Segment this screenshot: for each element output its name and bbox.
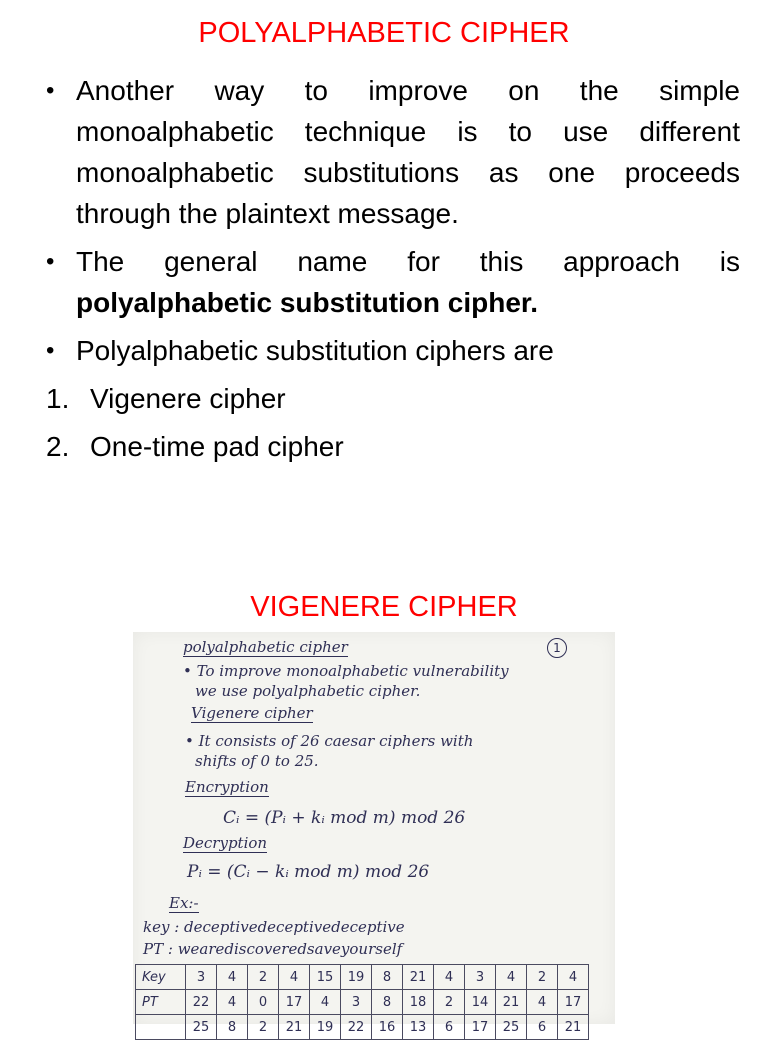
table-cell: 4	[217, 965, 248, 990]
table-cell: 2	[248, 965, 279, 990]
table-cell: 3	[186, 965, 217, 990]
table-cell: 4	[527, 990, 558, 1015]
list-item	[46, 426, 740, 467]
row-label: PT	[136, 990, 186, 1015]
table-cell: 4	[279, 965, 310, 990]
handwritten-notes-photo	[133, 632, 615, 1035]
list-number: 1.	[46, 383, 70, 414]
table-row	[136, 990, 589, 1015]
bullet-icon: •	[46, 248, 55, 275]
slide-title: POLYALPHABETIC CIPHER	[198, 17, 570, 49]
list-text: One-time pad cipher	[90, 431, 344, 462]
table-cell: 13	[403, 1015, 434, 1040]
list-item	[46, 378, 740, 419]
key-plaintext-table	[135, 964, 589, 1040]
bullet-line: monoalphabetic substitutions as one proceeds	[76, 157, 740, 188]
table-cell: 19	[310, 1015, 341, 1040]
table-cell: 21	[279, 1015, 310, 1040]
row-label	[136, 1015, 186, 1040]
slide-body	[46, 70, 740, 467]
bullet-general-name	[46, 241, 740, 323]
notes-line: key : deceptivedeceptivedeceptive	[143, 918, 405, 936]
bullet-line: Another way to improve on the simple	[76, 75, 740, 106]
table-cell: 2	[248, 1015, 279, 1040]
page-marker: 1	[547, 638, 567, 658]
notes-subheading: Ex:-	[169, 894, 199, 912]
table-cell: 22	[186, 990, 217, 1015]
section-title: VIGENERE CIPHER	[250, 591, 518, 623]
bullet-improve	[46, 70, 740, 234]
table-cell: 19	[341, 965, 372, 990]
table-cell: 3	[341, 990, 372, 1015]
table-cell: 17	[558, 990, 589, 1015]
table-cell: 8	[372, 990, 403, 1015]
table-cell: 21	[403, 965, 434, 990]
table-cell: 3	[465, 965, 496, 990]
list-number: 2.	[46, 431, 70, 462]
table-cell: 8	[217, 1015, 248, 1040]
table-cell: 2	[527, 965, 558, 990]
notes-line: • It consists of 26 caesar ciphers with	[185, 732, 474, 750]
notes-subheading: Encryption	[185, 778, 269, 796]
table-cell: 25	[186, 1015, 217, 1040]
table-cell: 25	[496, 1015, 527, 1040]
bullet-icon: •	[46, 77, 55, 104]
bullet-line: The general name for this approach is	[76, 246, 740, 277]
row-label: Key	[136, 965, 186, 990]
table-cell: 18	[403, 990, 434, 1015]
formula: Cᵢ = (Pᵢ + kᵢ mod m) mod 26	[223, 808, 466, 828]
notes-line: PT : wearediscoveredsaveyourself	[143, 940, 403, 958]
bold-term: polyalphabetic substitution cipher.	[76, 287, 539, 318]
table-row	[136, 965, 589, 990]
table-cell: 22	[341, 1015, 372, 1040]
table-cell: 8	[372, 965, 403, 990]
table-cell: 4	[558, 965, 589, 990]
table-cell: 15	[310, 965, 341, 990]
bullet-line: Polyalphabetic substitution ciphers are	[76, 335, 554, 366]
table-cell: 4	[496, 965, 527, 990]
list-text: Vigenere cipher	[90, 383, 286, 414]
bullet-cipher-types	[46, 330, 740, 371]
table-row	[136, 1015, 589, 1040]
table-cell: 4	[434, 965, 465, 990]
formula: Pᵢ = (Cᵢ − kᵢ mod m) mod 26	[187, 862, 430, 882]
bullet-line: monoalphabetic technique is to use different	[76, 116, 740, 147]
bullet-line: through the plaintext message.	[76, 198, 459, 229]
notes-line: shifts of 0 to 25.	[195, 752, 319, 770]
table-cell: 0	[248, 990, 279, 1015]
table-cell: 2	[434, 990, 465, 1015]
notes-subheading: Decryption	[183, 834, 268, 852]
notes-subheading: Vigenere cipher	[191, 704, 313, 722]
table-cell: 6	[434, 1015, 465, 1040]
table-cell: 17	[465, 1015, 496, 1040]
notes-line: we use polyalphabetic cipher.	[195, 682, 421, 700]
bullet-icon: •	[46, 337, 55, 364]
table-cell: 6	[527, 1015, 558, 1040]
table-cell: 16	[372, 1015, 403, 1040]
table-cell: 21	[558, 1015, 589, 1040]
table-cell: 4	[217, 990, 248, 1015]
notes-line: • To improve monoalphabetic vulnerability	[183, 662, 509, 680]
table-cell: 21	[496, 990, 527, 1015]
table-cell: 14	[465, 990, 496, 1015]
table-cell: 17	[279, 990, 310, 1015]
notes-heading: polyalphabetic cipher	[183, 638, 348, 656]
table-cell: 4	[310, 990, 341, 1015]
